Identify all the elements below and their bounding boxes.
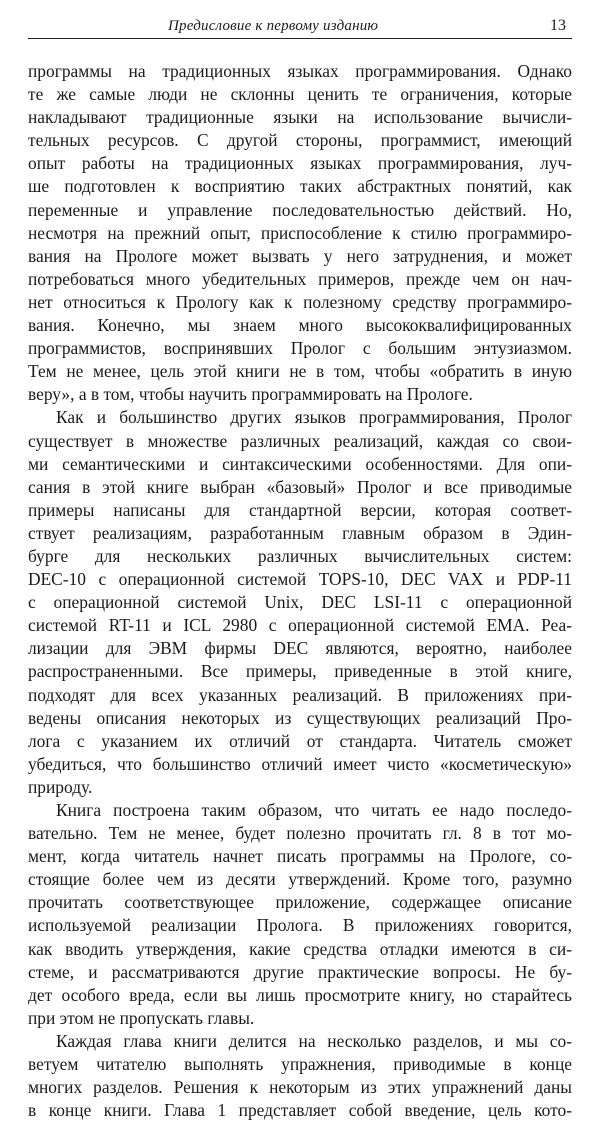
- text-line: те же самые люди не склонны ценить те ограничения, которые: [28, 84, 572, 105]
- text-line: Каждая глава книги делится на несколько разделов, и мы со-: [56, 1030, 572, 1051]
- text-line: как вводить утверждения, какие средства отладки имеются в си-: [28, 938, 572, 959]
- text-line: вательно. Тем не менее, будет полезно прочитать гл. 8 в тот мо-: [28, 823, 572, 844]
- text-line: подходят для всех указанных реализаций. В приложениях при-: [28, 684, 572, 705]
- text-line: сания в этой книге выбран «базовый» Пролог и все приводимые: [28, 476, 572, 497]
- text-line: накладывают традиционные языки на использование вычисли-: [28, 107, 572, 128]
- text-line: веру», а в том, чтобы научить программировать на Прологе.: [28, 384, 473, 405]
- text-line: вания на Прологе может вызвать у него затруднения, и может: [28, 245, 572, 266]
- text-line: ведены описания некоторых из существующих реализаций Про-: [28, 707, 572, 728]
- text-line: вания. Конечно, мы знаем много высококвалифицированных: [28, 315, 572, 336]
- text-line: потребоваться много убедительных примеров, прежде чем он нач-: [28, 268, 572, 289]
- text-line: многих разделов. Решения к некоторым из этих упражнений даны: [28, 1077, 572, 1098]
- text-line: Тем не менее, цель этой книги не в том, чтобы «обратить в иную: [28, 361, 572, 382]
- text-line: переменные и управление последовательностью действий. Но,: [28, 199, 572, 220]
- text-line: ше подготовлен к восприятию таких абстрактных понятий, как: [28, 176, 572, 197]
- text-line: с операционной системой Unix, DEC LSI-11 с операционной: [28, 592, 572, 613]
- paragraph: [28, 1030, 572, 1122]
- text-line: примеры написаны для стандартной версии, которая соответ-: [28, 499, 572, 520]
- text-line: ствует реализациям, разработанным главным образом в Эдин-: [28, 522, 572, 543]
- text-line: стоящие более чем из десяти утверждений. Кроме того, разумно: [28, 869, 572, 890]
- text-line: убедиться, что большинство отличий имеет чисто «косметическую»: [28, 753, 572, 774]
- text-line: стеме, и рассматриваются другие практические вопросы. Не бу-: [28, 961, 572, 982]
- text-line: лога с указанием их отличий от стандарта. Читатель сможет: [28, 730, 572, 751]
- text-line: системой RT-11 и ICL 2980 с операционной системой EMA. Реа-: [28, 615, 572, 636]
- text-line: Книга построена таким образом, что читать ее надо последо-: [56, 800, 572, 820]
- text-line: Как и большинство других языков программирования, Пролог: [56, 407, 572, 428]
- text-line: несмотря на прежний опыт, приспособление к стилю программиро-: [28, 222, 572, 243]
- page-number: 13: [550, 17, 566, 34]
- text-line: мент, когда читатель начнет писать программы на Прологе, со-: [28, 846, 572, 867]
- paragraph: [28, 406, 572, 799]
- text-line: прочитать соответствующее приложение, содержащее описание: [28, 892, 572, 913]
- text-line: DEC-10 с операционной системой TOPS-10, DEC VAX и PDP-11: [28, 569, 572, 590]
- text-line: бурге для нескольких различных вычислительных систем:: [28, 545, 572, 566]
- text-line: в конце книги. Глава 1 представляет собой введение, цель кото-: [28, 1100, 572, 1121]
- paragraph: [28, 60, 572, 406]
- paragraph: [28, 799, 572, 1030]
- text-line: распространенными. Все примеры, приведенные в этой книге,: [28, 661, 572, 682]
- text-line: программы на традиционных языках программирования. Однако: [28, 61, 572, 81]
- text-line: лизации для ЭВМ фирмы DEC являются, вероятно, наиболее: [28, 638, 572, 659]
- text-line: существует в множестве различных реализаций, каждая со свои-: [28, 430, 572, 451]
- text-line: тельных ресурсов. С другой стороны, программист, имеющий: [28, 130, 572, 151]
- text-line: ми семантическими и синтаксическими особенностями. Для опи-: [28, 453, 572, 474]
- text-line: программистов, воспринявших Пролог с большим энтузиазмом.: [28, 338, 572, 359]
- text-line: при этом не пропускать главы.: [28, 1007, 255, 1028]
- text-line: дет особого вреда, если вы лишь просмотрите книгу, но старайтесь: [28, 984, 572, 1005]
- text-line: нет относиться к Прологу как к полезному средству программиро-: [28, 291, 572, 312]
- body-text: [28, 60, 572, 1122]
- running-title: Предисловие к первому изданию: [168, 18, 379, 34]
- text-line: природу.: [28, 776, 93, 797]
- text-line: используемой реализации Пролога. В приложениях говорится,: [28, 915, 572, 936]
- text-line: опыт работы на традиционных языках программирования, луч-: [28, 153, 572, 174]
- text-line: ветуем читателю выполнять упражнения, приводимые в конце: [28, 1054, 572, 1075]
- running-header: [28, 14, 572, 39]
